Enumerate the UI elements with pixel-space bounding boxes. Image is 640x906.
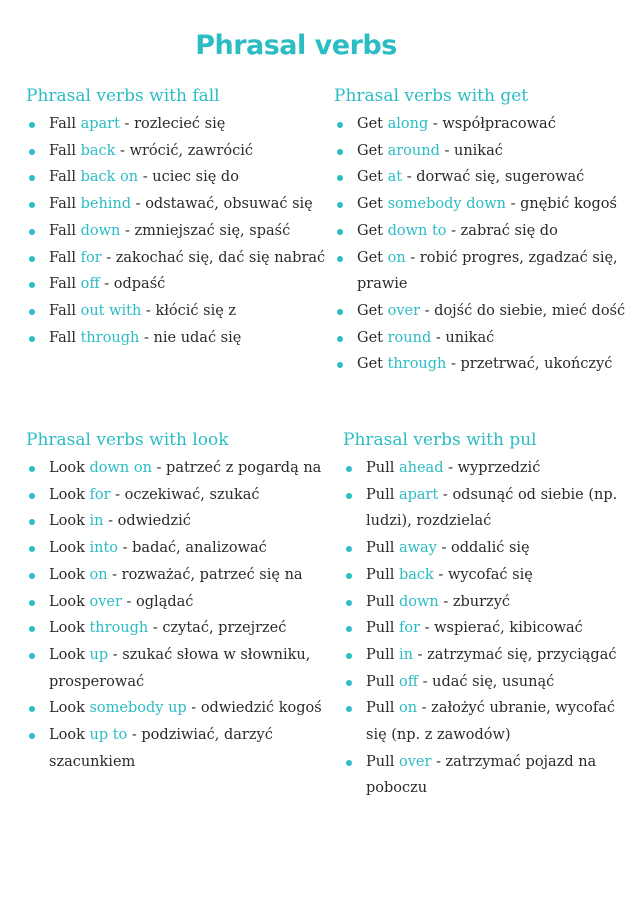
section-heading: Phrasal verbs with look	[26, 430, 229, 450]
meaning-text: - badać, analizować	[118, 540, 267, 557]
meaning-text: - zatrzymać się, przyciągać	[412, 646, 617, 663]
meaning-text: - zmniejszać się, spaść	[120, 222, 291, 239]
list-item	[334, 298, 634, 325]
meaning-text: - rozważać, patrzeć się na	[107, 566, 303, 583]
verb-text: Get	[357, 222, 383, 239]
meaning-text: - odwiedzić	[103, 513, 191, 530]
particle-text: ahead	[398, 460, 444, 476]
section-get	[334, 81, 634, 378]
list-item	[334, 111, 634, 138]
meaning-text: - dorwać się, sugerować	[402, 169, 585, 186]
meaning-text: - wyprzedzić	[443, 460, 541, 476]
verb-text: Pull	[366, 486, 395, 503]
particle-text: over	[387, 302, 421, 319]
verb-text: Fall	[49, 222, 76, 239]
verb-text: Fall	[49, 302, 76, 319]
list-item	[343, 589, 627, 616]
particle-text: off	[80, 276, 100, 293]
bullet-icon	[346, 573, 352, 579]
meaning-text: - zburzyć	[438, 593, 511, 610]
particle-text: around	[387, 142, 440, 159]
bullet-icon	[337, 202, 343, 208]
bullet-icon	[346, 600, 352, 606]
particle-text: out with	[80, 302, 142, 319]
verb-text: Look	[49, 486, 85, 503]
list-item	[26, 218, 338, 245]
verb-text: Fall	[49, 249, 76, 266]
list-item	[26, 271, 338, 298]
verb-text: Pull	[366, 566, 395, 583]
list-item	[26, 722, 333, 775]
bullet-icon	[29, 229, 35, 235]
list-item	[343, 482, 628, 535]
verb-text: Look	[49, 620, 85, 637]
list-item	[26, 482, 338, 509]
verb-text: Look	[49, 513, 85, 530]
meaning-text: - szukać słowa w słowniku, prosperować	[49, 646, 311, 690]
meaning-text: - oglądać	[121, 593, 194, 610]
list-item	[26, 138, 338, 165]
list-item	[334, 164, 634, 191]
meaning-text: - dojść do siebie, mieć dość	[420, 302, 626, 319]
verb-text: Get	[357, 249, 383, 266]
list-item	[26, 245, 338, 272]
list-item	[343, 642, 627, 669]
bullet-icon	[346, 626, 352, 632]
verb-text: Pull	[366, 540, 395, 557]
particle-text: behind	[80, 196, 132, 213]
verb-text: Get	[357, 196, 383, 213]
verb-text: Fall	[49, 329, 76, 346]
particle-text: for	[398, 620, 421, 637]
list-item	[26, 325, 338, 352]
particle-text: into	[89, 540, 119, 557]
verb-text: Look	[49, 593, 85, 610]
particle-text: apart	[80, 116, 120, 132]
list-item	[334, 218, 634, 245]
particle-text: down to	[387, 222, 447, 239]
verb-text: Pull	[366, 753, 395, 770]
bullet-icon	[29, 493, 35, 499]
list-item	[334, 325, 634, 352]
bullet-icon	[346, 706, 352, 712]
verb-text: Pull	[366, 460, 395, 476]
bullet-icon	[337, 122, 343, 128]
bullet-icon	[29, 202, 35, 208]
phrasal-verb-list	[343, 455, 627, 802]
phrasal-verb-list	[26, 455, 338, 775]
meaning-text: - założyć ubranie, wycofać się (np. z zawodów)	[366, 700, 616, 744]
verb-text: Pull	[366, 700, 395, 717]
list-item	[343, 455, 627, 482]
verb-text: Look	[49, 700, 85, 717]
bullet-icon	[29, 706, 35, 712]
meaning-text: - robić progres, zgadzać się, prawie	[357, 249, 618, 293]
meaning-text: - unikać	[431, 329, 495, 346]
particle-text: in	[89, 513, 104, 530]
meaning-text: - unikać	[439, 142, 503, 159]
bullet-icon	[29, 149, 35, 155]
verb-text: Look	[49, 540, 85, 557]
particle-text: off	[398, 673, 419, 690]
meaning-text: - współpracować	[428, 116, 556, 132]
particle-text: down	[398, 593, 439, 610]
list-item	[26, 695, 333, 722]
list-item	[343, 749, 628, 802]
list-item	[26, 589, 338, 616]
bullet-icon	[29, 175, 35, 181]
verb-text: Pull	[366, 673, 395, 690]
list-item	[334, 138, 634, 165]
meaning-text: - zatrzymać pojazd na poboczu	[366, 753, 597, 797]
list-item	[26, 164, 338, 191]
section-heading: Phrasal verbs with fall	[26, 86, 220, 106]
particle-text: over	[89, 593, 122, 610]
bullet-icon	[29, 519, 35, 525]
particle-text: back	[398, 566, 434, 583]
bullet-icon	[346, 466, 352, 472]
list-item	[26, 455, 338, 482]
bullet-icon	[29, 626, 35, 632]
meaning-text: - udać się, usunąć	[418, 673, 555, 690]
verb-text: Fall	[49, 276, 76, 293]
meaning-text: - czytać, przejrzeć	[148, 620, 287, 637]
section-heading: Phrasal verbs with pul	[343, 430, 537, 450]
particle-text: up to	[89, 727, 128, 744]
verb-text: Pull	[366, 646, 395, 663]
particle-text: on	[387, 249, 406, 266]
particle-text: at	[387, 169, 403, 186]
verb-text: Get	[357, 329, 383, 346]
verb-text: Look	[49, 727, 85, 744]
bullet-icon	[29, 256, 35, 262]
particle-text: back on	[80, 169, 139, 186]
verb-text: Fall	[49, 196, 76, 213]
particle-text: for	[89, 486, 111, 503]
section-look	[26, 425, 338, 775]
verb-text: Look	[49, 460, 85, 476]
verb-text: Get	[357, 116, 383, 132]
bullet-icon	[346, 760, 352, 766]
bullet-icon	[29, 546, 35, 552]
meaning-text: - kłócić się z	[141, 302, 237, 319]
verb-text: Look	[49, 566, 85, 583]
meaning-text: - odwiedzić kogoś	[186, 700, 322, 717]
verb-text: Fall	[49, 169, 76, 186]
meaning-text: - rozlecieć się	[119, 116, 226, 132]
section-pull	[343, 425, 627, 802]
bullet-icon	[29, 466, 35, 472]
meaning-text: - zakochać się, dać się nabrać	[101, 249, 326, 266]
bullet-icon	[29, 573, 35, 579]
meaning-text: - patrzeć z pogardą na	[151, 460, 322, 476]
verb-text: Get	[357, 142, 383, 159]
bullet-icon	[337, 309, 343, 315]
particle-text: in	[398, 646, 413, 663]
bullet-icon	[346, 493, 352, 499]
meaning-text: - uciec się do	[138, 169, 239, 186]
phrasal-verb-list	[26, 111, 338, 351]
particle-text: on	[89, 566, 108, 583]
verb-text: Get	[357, 169, 383, 186]
meaning-text: - odstawać, obsuwać się	[131, 196, 313, 213]
meaning-text: - gnębić kogoś	[505, 196, 617, 213]
particle-text: down on	[89, 460, 152, 476]
particle-text: somebody down	[387, 196, 506, 213]
meaning-text: - odsunąć od siebie (np. ludzi), rozdzielać	[366, 486, 618, 530]
bullet-icon	[29, 600, 35, 606]
bullet-icon	[337, 336, 343, 342]
verb-text: Pull	[366, 620, 395, 637]
particle-text: on	[398, 700, 418, 717]
meaning-text: - podziwiać, darzyć szacunkiem	[49, 727, 273, 770]
particle-text: through	[387, 356, 447, 373]
verb-text: Get	[357, 356, 383, 373]
verb-text: Pull	[366, 593, 395, 610]
verb-text: Fall	[49, 142, 76, 159]
bullet-icon	[337, 256, 343, 262]
particle-text: through	[80, 329, 140, 346]
phrasal-verb-list	[334, 111, 634, 378]
page-title: Phrasal verbs	[195, 30, 397, 61]
bullet-icon	[29, 309, 35, 315]
particle-text: over	[398, 753, 432, 770]
meaning-text: - wspierać, kibicować	[420, 620, 583, 637]
list-item	[26, 615, 338, 642]
list-item	[343, 562, 627, 589]
particle-text: round	[387, 329, 432, 346]
particle-text: back	[80, 142, 116, 159]
list-item	[343, 695, 628, 748]
list-item	[343, 615, 627, 642]
particle-text: for	[80, 249, 102, 266]
verb-text: Get	[357, 302, 383, 319]
list-item	[343, 669, 627, 696]
particle-text: down	[80, 222, 121, 239]
meaning-text: - zabrać się do	[446, 222, 558, 239]
list-item	[26, 642, 333, 695]
list-item	[26, 508, 338, 535]
meaning-text: - wrócić, zawrócić	[115, 142, 253, 159]
list-item	[26, 298, 338, 325]
bullet-icon	[29, 336, 35, 342]
bullet-icon	[29, 282, 35, 288]
list-item	[26, 562, 338, 589]
list-item	[343, 535, 627, 562]
particle-text: along	[387, 116, 429, 132]
bullet-icon	[337, 229, 343, 235]
meaning-text: - odpaść	[99, 276, 166, 293]
particle-text: away	[398, 540, 437, 557]
bullet-icon	[346, 546, 352, 552]
section-heading: Phrasal verbs with get	[334, 86, 529, 106]
particle-text: up	[89, 646, 109, 663]
verb-text: Fall	[49, 116, 76, 132]
list-item	[334, 245, 632, 298]
particle-text: somebody up	[89, 700, 187, 717]
list-item	[26, 191, 338, 218]
bullet-icon	[337, 362, 343, 368]
meaning-text: - oddalić się	[436, 540, 530, 557]
bullet-icon	[346, 680, 352, 686]
meaning-text: - nie udać się	[139, 329, 242, 346]
meaning-text: - wycofać się	[433, 566, 533, 583]
bullet-icon	[29, 122, 35, 128]
list-item	[26, 535, 338, 562]
bullet-icon	[29, 733, 35, 739]
bullet-icon	[337, 149, 343, 155]
meaning-text: - oczekiwać, szukać	[110, 486, 260, 503]
verb-text: Look	[49, 646, 85, 663]
bullet-icon	[346, 653, 352, 659]
list-item	[334, 191, 634, 218]
bullet-icon	[29, 653, 35, 659]
section-fall	[26, 81, 338, 351]
particle-text: through	[89, 620, 149, 637]
meaning-text: - przetrwać, ukończyć	[446, 356, 613, 373]
list-item	[334, 351, 634, 378]
list-item	[26, 111, 338, 138]
particle-text: apart	[398, 486, 439, 503]
bullet-icon	[337, 175, 343, 181]
